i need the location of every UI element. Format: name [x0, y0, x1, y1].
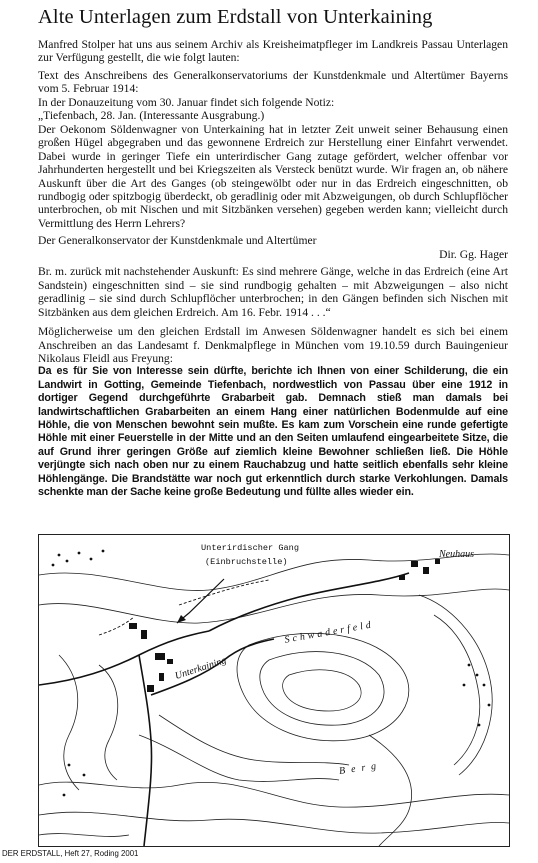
- page-title: Alte Unterlagen zum Erdstall von Unterkaining: [38, 6, 433, 28]
- quote-start: „Tiefenbach, 28. Jan. (Interessante Ausgrabung.): [38, 109, 265, 123]
- quote-body: Der Oekonom Söldenwagner von Unterkaining hat in letzter Zeit unweit seiner Behausung einen großen Hügel abgegraben und das gewonnene Erdreich zur Herstellung einer Einfahrt verwendet. Dabei wurde in geringer Tiefe ein unterirdischer Gang zutage gefördert, welcher offenbar vor Jahrhunderten hergestellt und bei Kriegszeiten als Versteck benützt wurde. Wir fragen an, ob nähere Auskunft über die Art des Ganges (ob steingewölbt oder nur in das Erdreich eingeschnitten, ob rundbogig oder spitzbogig überdeckt, ob geradlinig oder mit Abzweigungen, ob durch Schlupflöcher unterbrochen, ob mit Nischen und mit Sitzbänken versehen) gegeben werden kann; vielleicht durch Vermittlung des Herrn Lehrers?: [38, 122, 508, 230]
- signature: Dir. Gg. Hager: [439, 247, 508, 261]
- map-place-feld: Schwaderfeld: [283, 619, 375, 646]
- intro-paragraph: Manfred Stolper hat uns aus seinem Archiv als Kreisheimatpfleger im Landkreis Passau Unterlagen zur Verfügung gestellt, die wie folgt lauten:: [38, 38, 508, 65]
- footer-citation: DER ERDSTALL, Heft 27, Roding 2001: [2, 849, 139, 858]
- moeglicherweise-paragraph: Möglicherweise um den gleichen Erdstall im Anwesen Söldenwagner handelt es sich bei einem Anschreiben an das Landesamt f. Denkmalpflege in München vom 19.10.59 durch Bauingenieur Nikolaus Fleidl aus Freyung:: [38, 325, 508, 365]
- map-drawing: [39, 535, 509, 846]
- article-body: [38, 38, 508, 499]
- letter-heading: Text des Anschreibens des Generalkonservatoriums der Kunstdenkmale und Altertümer Bayerns vom 5. Februar 1914:: [38, 68, 508, 96]
- fleidl-letter: Da es für Sie von Interesse sein dürfte, berichte ich Ihnen von einer Schilderung, die ein Landwirt in Gotting, Gemeinde Tiefenbach, nordwestlich von Passau über eine 1912 in dortiger Gegend durchgeführte Grabarbeit gab. Demnach stieß man damals bei landwirtschaftlichen Grabarbeiten an einem Hang einer natürlichen Bodenmulde auf eine Höhle, die von Menschen bewohnt sein mußte. Es kam zum Vorschein eine runde gefertigte Höhle mit einer Feuerstelle in der Mitte und an den Seiten umlaufend eingearbeitete Sitze, die auf Grund ihrer geringen Größe auf ziemlich kleine Bewohner schließen ließ. Die Höhle verjüngte sich nach oben nur zu einem Rauchabzug und hatte seitlich ebenfalls sehr kleine Höhlengänge. Die Brandstätte war noch gut erkenntlich durch starke Verkohlungen. Damals schenkte man der Sache keine große Bedeutung und füllte alles wieder ein.: [38, 365, 508, 499]
- map-place-unterkaining: Unterkaining: [173, 655, 228, 682]
- reply-paragraph: Br. m. zurück mit nachstehender Auskunft: Es sind mehrere Gänge, welche in das Erdreich (eine Art Sandstein) eingeschnitten sind – sie sind rundbogig gehalten – mit Abzweigungen – also nicht geradlinig – sie sind durch Schlupflöcher unterbrochen; in den Gängen befinden sich Nischen mit Sitzbänken aus dem gleichen Erdreich. Am 16. Febr. 1914 . . .“: [38, 265, 508, 319]
- map-place-neuhaus: Neuhaus: [439, 549, 474, 560]
- konservator-line: Der Generalkonservator der Kunstdenkmale und Altertümer: [38, 234, 317, 248]
- map-place-berg: Berg: [338, 760, 383, 777]
- map-label-gang: Unterirdischer Gang: [201, 543, 299, 553]
- notiz-line: In der Donauzeitung vom 30. Januar findet sich folgende Notiz:: [38, 95, 335, 109]
- topographic-map: [38, 534, 510, 847]
- map-label-einbruchstelle: (Einbruchstelle): [205, 557, 288, 567]
